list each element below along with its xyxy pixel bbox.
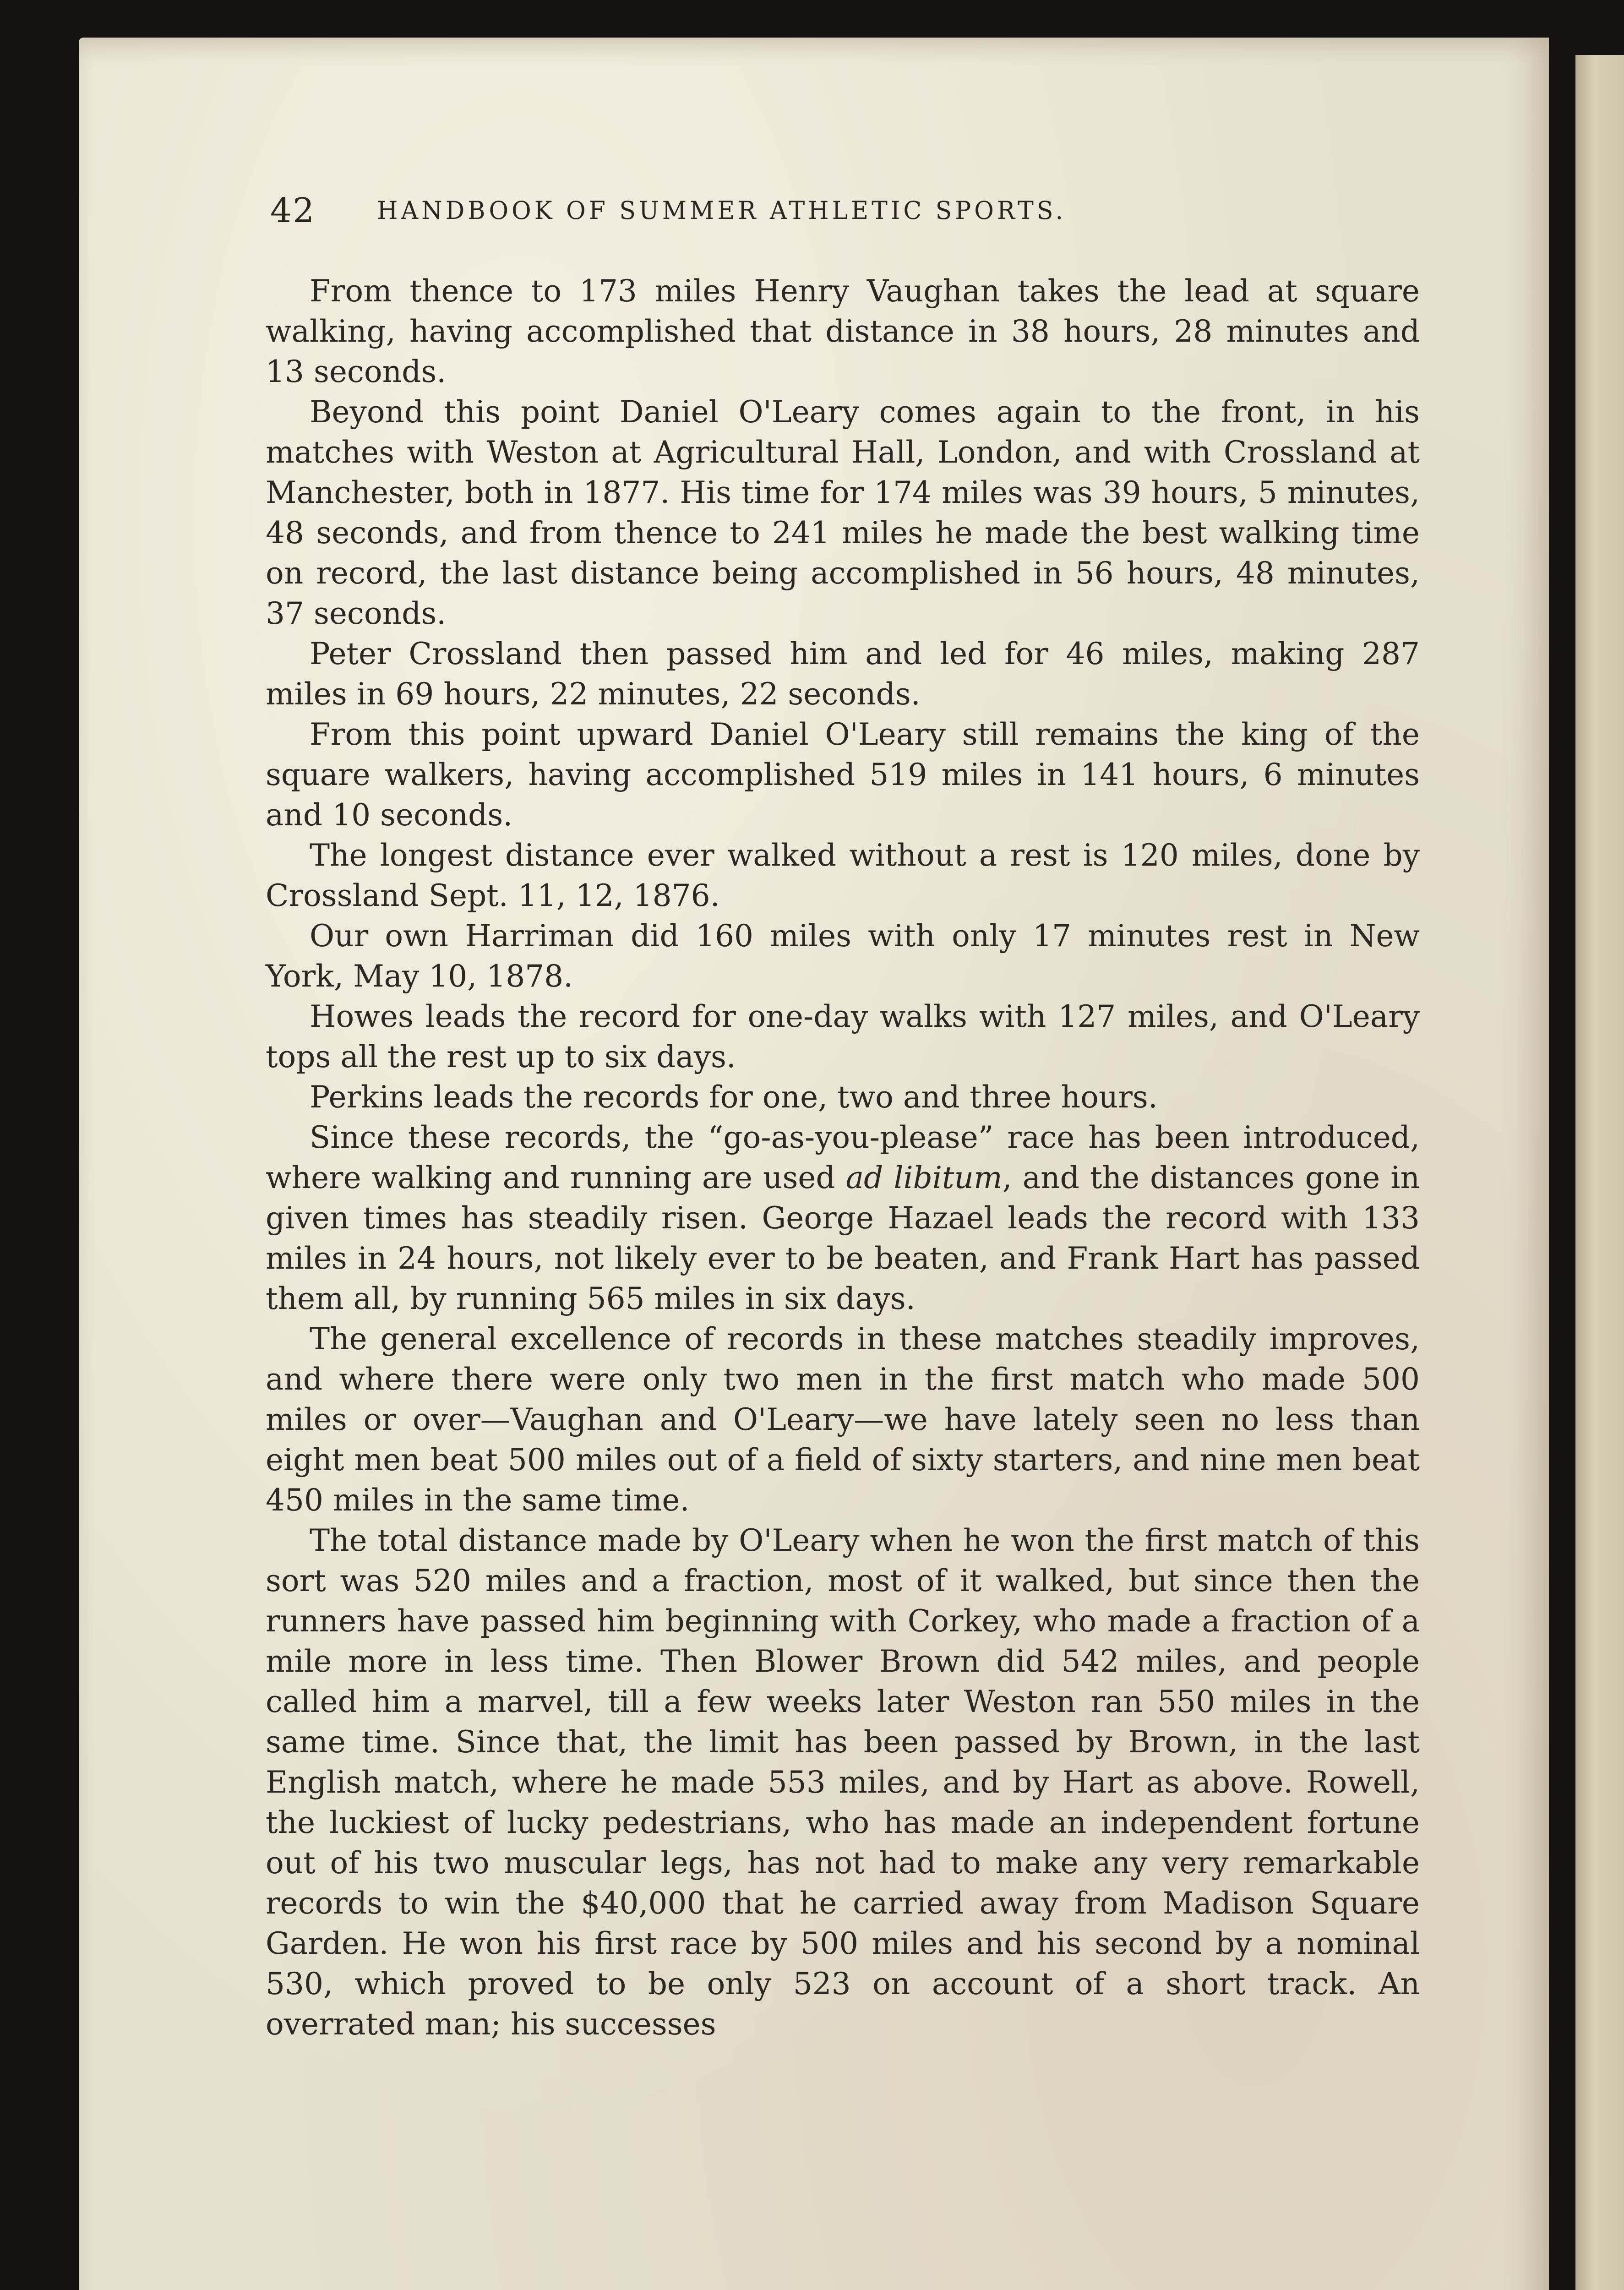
italic-phrase: ad libitum (845, 1160, 1003, 1195)
body-text (266, 271, 1420, 2045)
paragraph (266, 1118, 1420, 1319)
paragraph: Howes leads the record for one-day walks with 127 miles, and O'Leary tops all the rest up to six days. (266, 999, 1420, 1074)
paragraph: Our own Harriman did 160 miles with only 17 minutes rest in New York, May 10, 1878. (266, 918, 1420, 994)
paragraph: The longest distance ever walked without a rest is 120 miles, done by Crossland Sept. 11, 12, 1876. (266, 838, 1420, 913)
paragraph: Perkins leads the records for one, two and three hours. (310, 1080, 1158, 1115)
paragraph: From this point upward Daniel O'Leary still remains the king of the square walkers, having accomplished 519 miles in 141 hours, 6 minutes and 10 seconds. (266, 717, 1420, 833)
paragraph: Beyond this point Daniel O'Leary comes again to the front, in his matches with Weston at Agricultural Hall, London, and with Crossland at Manchester, both in 1877. His time for 174 miles was 39 hours, 5 minutes, 48 seconds, and from thence to 241 miles he made the best walking time on record, the last distance being accomplished in 56 hours, 48 minutes, 37 seconds. (266, 394, 1420, 631)
paragraph: Peter Crossland then passed him and led for 46 miles, making 287 miles in 69 hours, 22 minutes, 22 seconds. (266, 636, 1420, 712)
paragraph-text: , and the distances gone in given times has steadily risen. George Hazael leads the record with 133 miles in 24 hours, not likely ever to be beaten, and Frank Hart has passed them all, by running 565 miles in six days. (266, 1160, 1420, 1316)
page-number: 42 (270, 191, 316, 230)
running-head (185, 185, 1294, 236)
paragraph: The total distance made by O'Leary when he won the first match of this sort was 520 miles and a fraction, most of it walked, but since then the runners have passed him beginning with Corkey, who made a fraction of a mile more in less time. Then Blower Brown did 542 miles, and people called him a marvel, till a few weeks later Weston ran 550 miles in the same time. Since that, the limit has been passed by Brown, in the last English match, where he made 553 miles, and by Hart as above. Rowell, the luckiest of lucky pedestrians, who has made an independent fortune out of his two muscular legs, has not had to make any very remarkable records to win the $40,000 that he carried away from Madison Square Garden. He won his first race by 500 miles and his second by a nominal 530, which proved to be only 523 on account of a short track. An overrated man; his successes (266, 1523, 1420, 2042)
paragraph-text: Since these records, the “go-as-you-please” race has been introduced, where walking and running are used (266, 1120, 1420, 1195)
paragraph: From thence to 173 miles Henry Vaughan takes the lead at square walking, having accomplished that distance in 38 hours, 28 minutes and 13 seconds. (266, 273, 1420, 389)
paragraph: The general excellence of records in these matches steadily improves, and where there were only two men in the first match who made 500 miles or over—Vaughan and O'Leary—we have lately seen no less than eight men beat 500 miles out of a field of sixty starters, and nine men beat 450 miles in the same time. (266, 1321, 1420, 1518)
facing-page-edge (1575, 55, 1624, 2290)
running-title: HANDBOOK OF SUMMER ATHLETIC SPORTS. (377, 196, 1067, 225)
